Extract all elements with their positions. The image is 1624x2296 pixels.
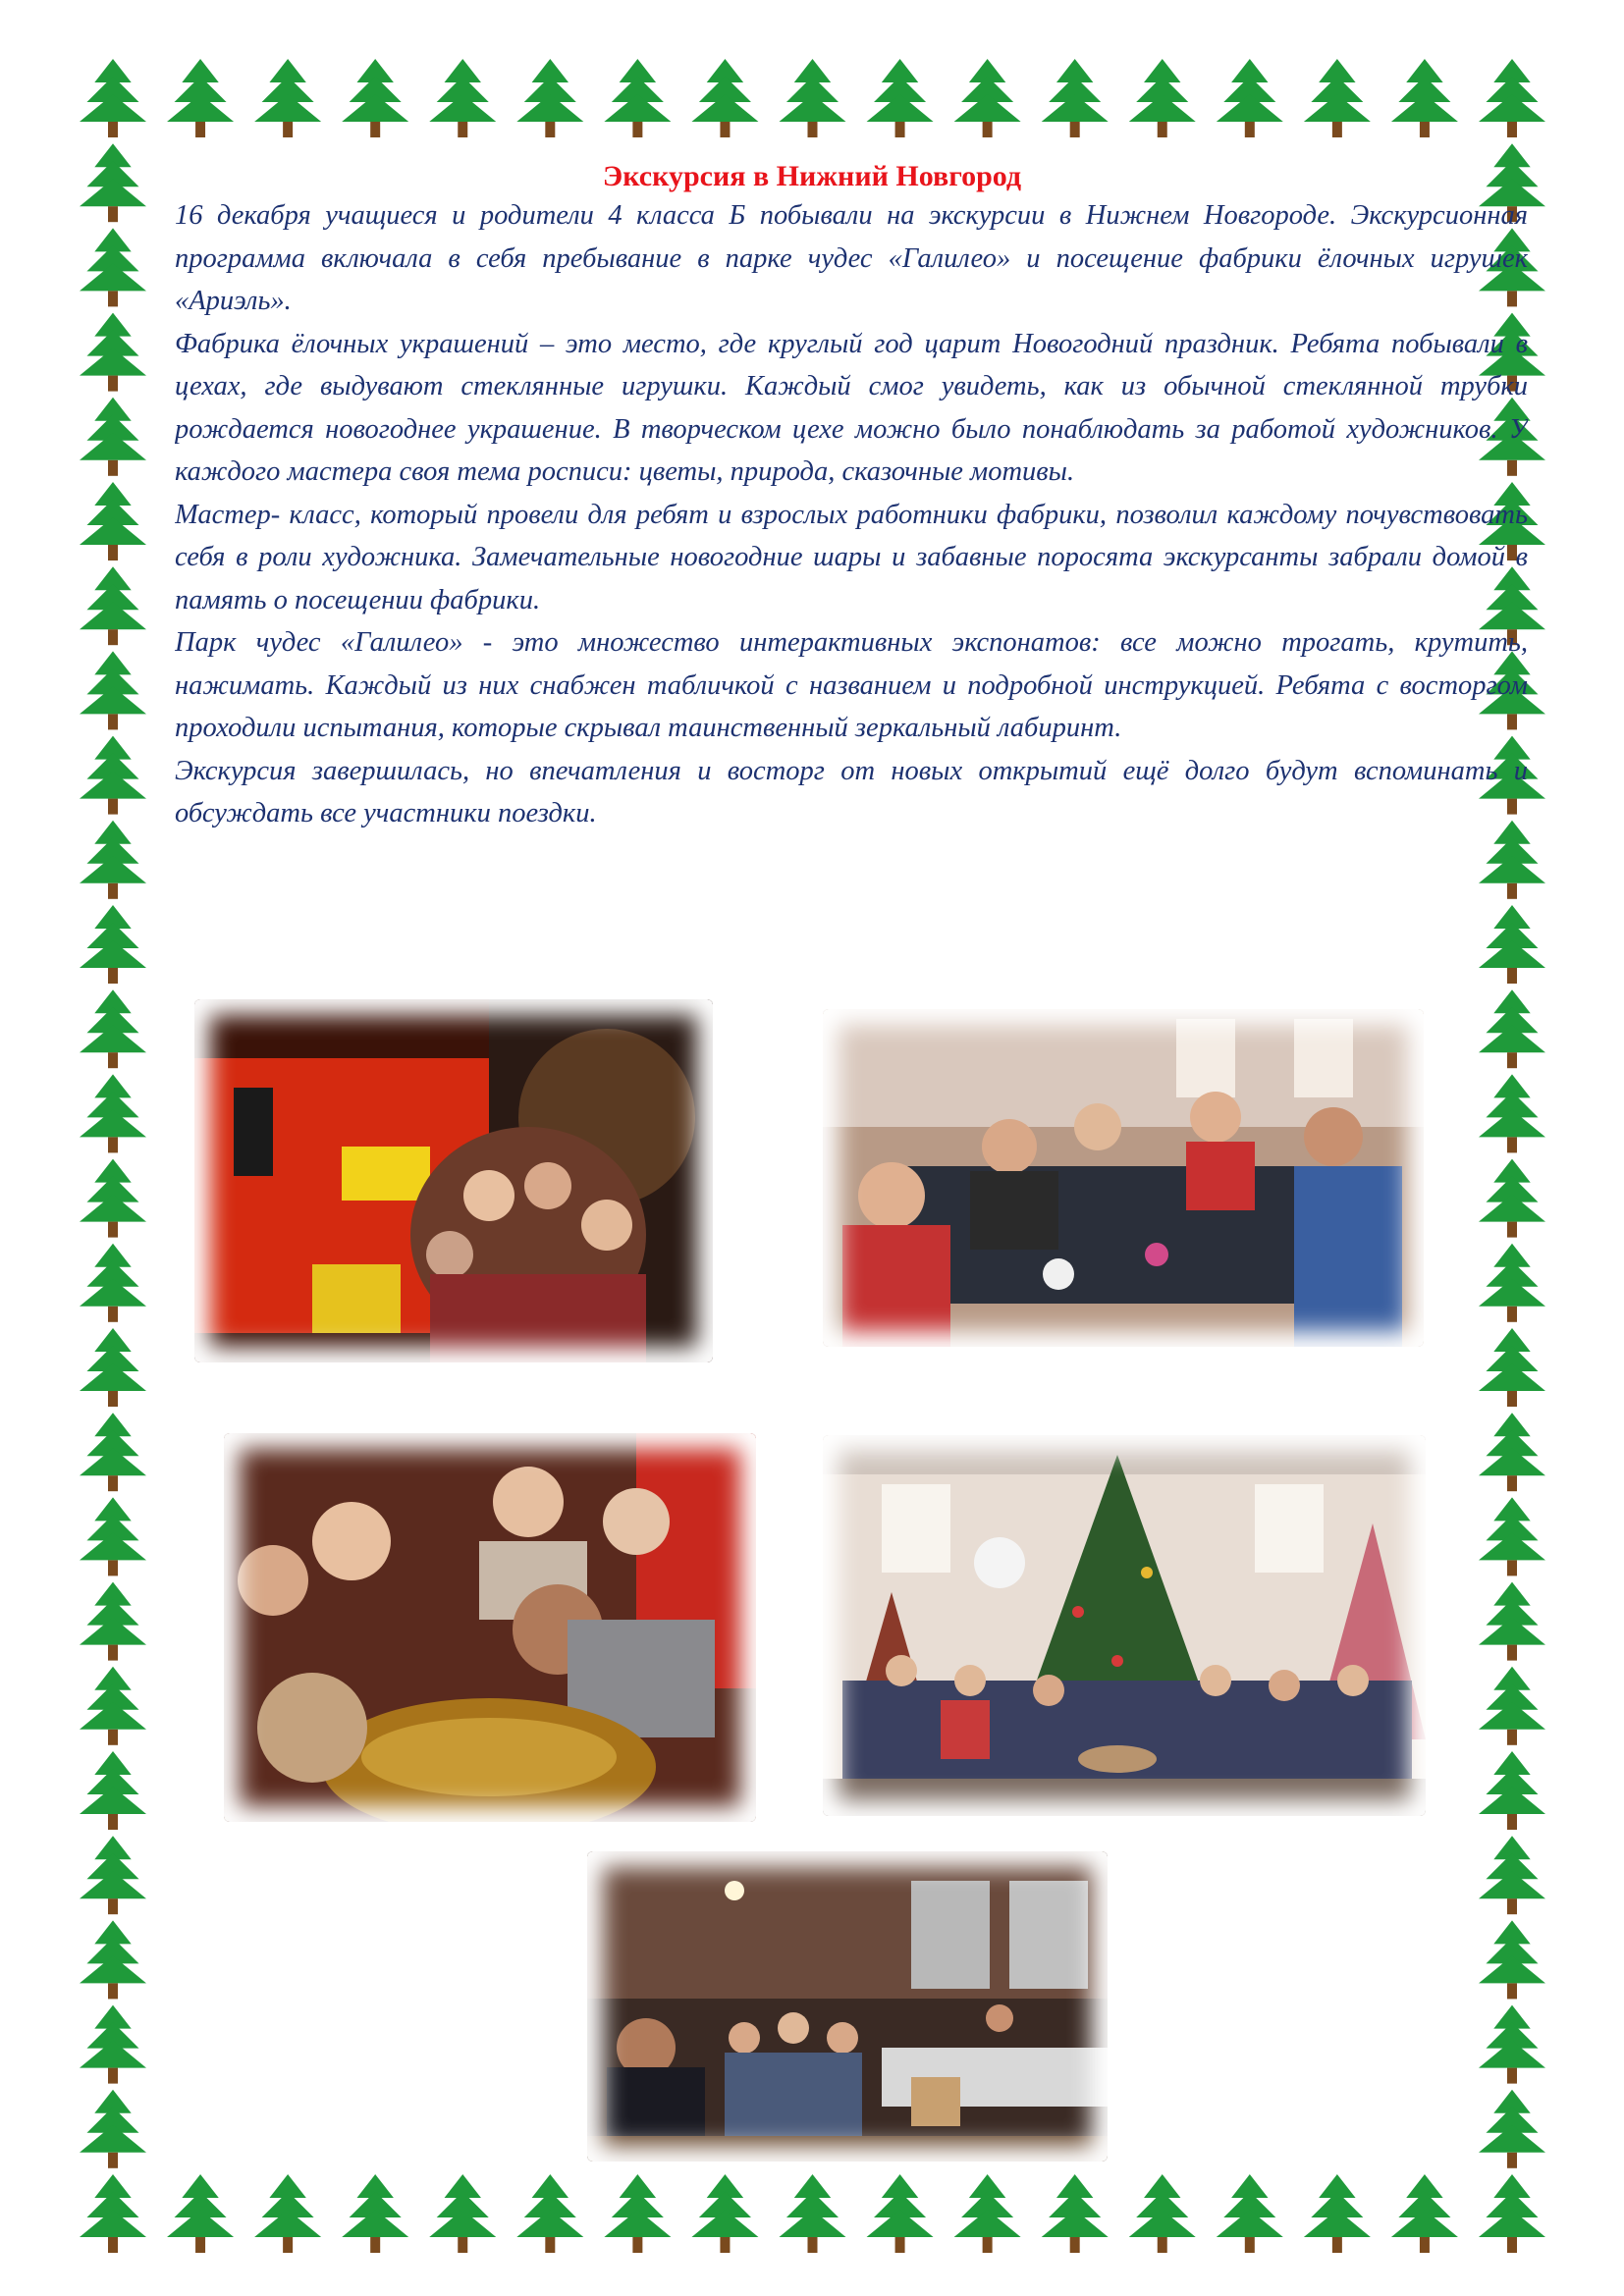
christmas-tree-icon (1479, 2005, 1545, 2084)
christmas-tree-icon (1042, 2174, 1109, 2253)
christmas-tree-icon (516, 59, 583, 137)
christmas-tree-icon (954, 59, 1021, 137)
christmas-tree-icon (80, 2090, 146, 2168)
christmas-tree-icon (80, 651, 146, 729)
christmas-tree-icon (80, 821, 146, 899)
christmas-tree-icon (80, 482, 146, 561)
christmas-tree-icon (604, 59, 671, 137)
christmas-tree-icon (80, 1920, 146, 1999)
christmas-tree-icon (867, 2174, 934, 2253)
christmas-tree-icon (80, 1836, 146, 1914)
christmas-tree-icon (1304, 2174, 1371, 2253)
christmas-tree-icon (80, 1074, 146, 1152)
christmas-tree-icon (1479, 2174, 1545, 2253)
christmas-tree-icon (80, 1582, 146, 1661)
photo-image (194, 999, 713, 1362)
christmas-tree-icon (1479, 1497, 1545, 1575)
christmas-tree-icon (429, 59, 496, 137)
christmas-tree-icon (80, 736, 146, 815)
photo-image (587, 1851, 1108, 2162)
christmas-tree-icon (80, 2174, 146, 2253)
photo-factory-master-class (823, 1009, 1424, 1347)
christmas-tree-icon (1304, 59, 1371, 137)
christmas-tree-icon (1479, 1582, 1545, 1661)
christmas-tree-icon (80, 1667, 146, 1745)
christmas-tree-icon (954, 2174, 1021, 2253)
photo-factory-workshop-hall (587, 1851, 1108, 2162)
christmas-tree-icon (1479, 59, 1545, 137)
christmas-tree-icon (167, 2174, 234, 2253)
christmas-tree-icon (80, 398, 146, 476)
photo-image (224, 1433, 756, 1822)
christmas-tree-icon (80, 1328, 146, 1407)
christmas-tree-icon (80, 59, 146, 137)
christmas-tree-icon (867, 59, 934, 137)
christmas-tree-icon (80, 989, 146, 1068)
christmas-tree-icon (1217, 59, 1283, 137)
christmas-tree-icon (1479, 989, 1545, 1068)
christmas-tree-icon (1217, 2174, 1283, 2253)
christmas-tree-icon (1479, 1159, 1545, 1238)
christmas-tree-icon (80, 1413, 146, 1491)
christmas-tree-icon (691, 59, 758, 137)
christmas-tree-icon (80, 905, 146, 984)
christmas-tree-icon (691, 2174, 758, 2253)
photo-christmas-tree-group (823, 1435, 1426, 1816)
christmas-tree-icon (80, 566, 146, 645)
christmas-tree-icon (604, 2174, 671, 2253)
christmas-tree-icon (1479, 2090, 1545, 2168)
christmas-tree-icon (780, 59, 846, 137)
christmas-tree-icon (1391, 59, 1458, 137)
christmas-tree-icon (1479, 1667, 1545, 1745)
christmas-tree-icon (80, 1751, 146, 1830)
photo-image (823, 1435, 1426, 1816)
christmas-tree-icon (1129, 59, 1196, 137)
christmas-tree-icon (254, 2174, 321, 2253)
paragraph-intro: 16 декабря учащиеся и родители 4 класса Б побывали на экскурсии в Нижнем Новгороде. Экскурсионная программа включала в себя пребывание в парке чудес «Галилео» и посещение фабрики ёлочных игрушек «Ариэль». (175, 200, 1528, 316)
page-title: Экскурсия в Нижний Новгород (602, 160, 1022, 192)
christmas-tree-icon (167, 59, 234, 137)
christmas-tree-icon (1129, 2174, 1196, 2253)
christmas-tree-icon (254, 59, 321, 137)
christmas-tree-icon (80, 313, 146, 392)
christmas-tree-icon (80, 1159, 146, 1238)
article-body (175, 194, 1528, 835)
christmas-tree-icon (1479, 1074, 1545, 1152)
christmas-tree-icon (1479, 1920, 1545, 1999)
christmas-tree-icon (780, 2174, 846, 2253)
christmas-tree-icon (1479, 1751, 1545, 1830)
christmas-tree-icon (342, 2174, 408, 2253)
paragraph-master-class: Мастер- класс, который провели для ребят и взрослых работники фабрики, позволил каждому почувствовать себя в роли художника. Замечательные новогодние шары и забавные поросята экскурсанты забрали домой в память о посещении фабрики. (175, 499, 1528, 615)
christmas-tree-icon (80, 1497, 146, 1575)
photo-galileo-red-wall (194, 999, 713, 1362)
christmas-tree-icon (80, 1244, 146, 1322)
christmas-tree-icon (1479, 905, 1545, 984)
christmas-tree-icon (1479, 1413, 1545, 1491)
paragraph-factory: Фабрика ёлочных украшений – это место, где круглый год царит Новогодний праздник. Ребята побывали в цехах, где выдувают стеклянные игрушки. Каждый смог увидеть, как из обычной стеклянной трубки рождается новогоднее украшение. В творческом цехе можно было понаблюдать за работой художников. У каждого мастера своя тема росписи: цветы, природа, сказочные мотивы. (175, 328, 1528, 487)
christmas-tree-icon (80, 2005, 146, 2084)
christmas-tree-icon (1391, 2174, 1458, 2253)
photo-galileo-experiment (224, 1433, 756, 1822)
christmas-tree-icon (1479, 1244, 1545, 1322)
christmas-tree-icon (516, 2174, 583, 2253)
christmas-tree-icon (1479, 1328, 1545, 1407)
paragraph-conclusion: Экскурсия завершилась, но впечатления и восторг от новых открытий ещё долго будут вспоминать и обсуждать все участники поездки. (175, 755, 1528, 828)
photo-image (823, 1009, 1424, 1347)
christmas-tree-icon (1479, 1836, 1545, 1914)
paragraph-galileo: Парк чудес «Галилео» - это множество интерактивных экспонатов: все можно трогать, крутить, нажимать. Каждый из них снабжен табличкой с названием и подробной инструкцией. Ребята с восторгом проходили испытания, которые скрывал таинственный зеркальный лабиринт. (175, 627, 1528, 743)
christmas-tree-icon (80, 228, 146, 306)
christmas-tree-icon (429, 2174, 496, 2253)
christmas-tree-icon (1042, 59, 1109, 137)
christmas-tree-icon (342, 59, 408, 137)
